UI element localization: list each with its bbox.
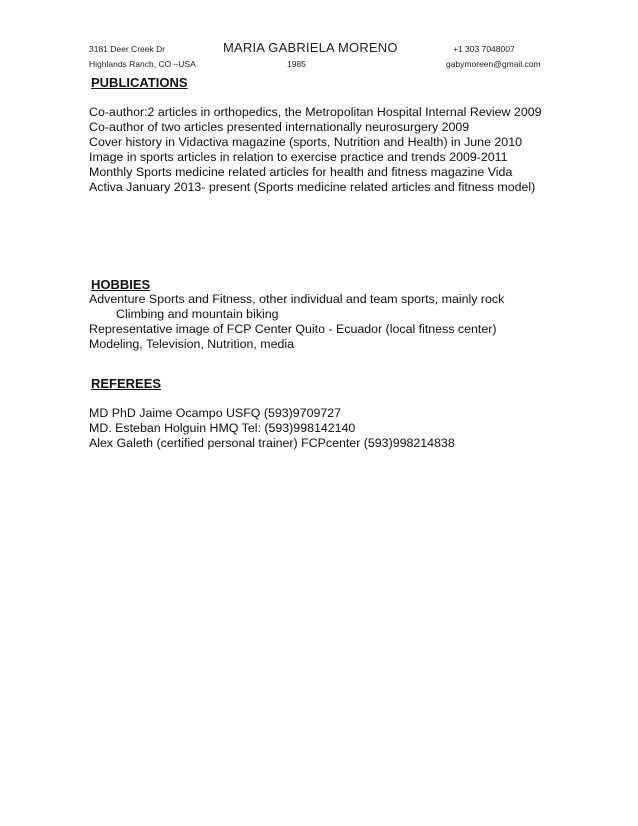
phone-number: +1 303 7048007 (453, 44, 515, 54)
referees-heading: REFEREES (91, 376, 162, 391)
candidate-name: MARIA GABRIELA MORENO (223, 40, 398, 55)
publication-item: Activa January 2013- present (Sports medicine related articles and fitness model) (89, 180, 536, 194)
publication-item: Co-author of two articles presented internationally neurosurgery 2009 (89, 120, 470, 134)
hobby-item: Representative image of FCP Center Quito - Ecuador (local fitness center) (89, 322, 497, 336)
hobby-item: Climbing and mountain biking (116, 307, 279, 321)
hobby-item: Modeling, Television, Nutrition, media (89, 337, 295, 351)
referee-item: MD. Esteban Holguin HMQ Tel: (593)998142140 (89, 421, 356, 435)
birth-year: 1985 (287, 59, 306, 69)
email-address: gabymoreen@gmail.com (446, 59, 541, 69)
referee-item: MD PhD Jaime Ocampo USFQ (593)9709727 (89, 406, 342, 420)
address-line-2: Highlands Ranch, CO –USA (89, 59, 196, 69)
publication-item: Monthly Sports medicine related articles for health and fitness magazine Vida (89, 165, 513, 179)
publication-item: Image in sports articles in relation to exercise practice and trends 2009-2011 (89, 150, 508, 164)
referee-item: Alex Galeth (certified personal trainer) FCPcenter (593)998214838 (89, 436, 455, 450)
hobbies-heading: HOBBIES (91, 277, 151, 292)
publications-heading: PUBLICATIONS (91, 75, 188, 90)
publication-item: Co-author:2 articles in orthopedics, the Metropolitan Hospital Internal Review 2009 (89, 105, 542, 119)
address-line-1: 3181 Deer Creek Dr (89, 44, 166, 54)
hobby-item: Adventure Sports and Fitness, other individual and team sports, mainly rock (89, 292, 505, 306)
publication-item: Cover history in Vidactiva magazine (sports, Nutrition and Health) in June 2010 (89, 135, 522, 149)
